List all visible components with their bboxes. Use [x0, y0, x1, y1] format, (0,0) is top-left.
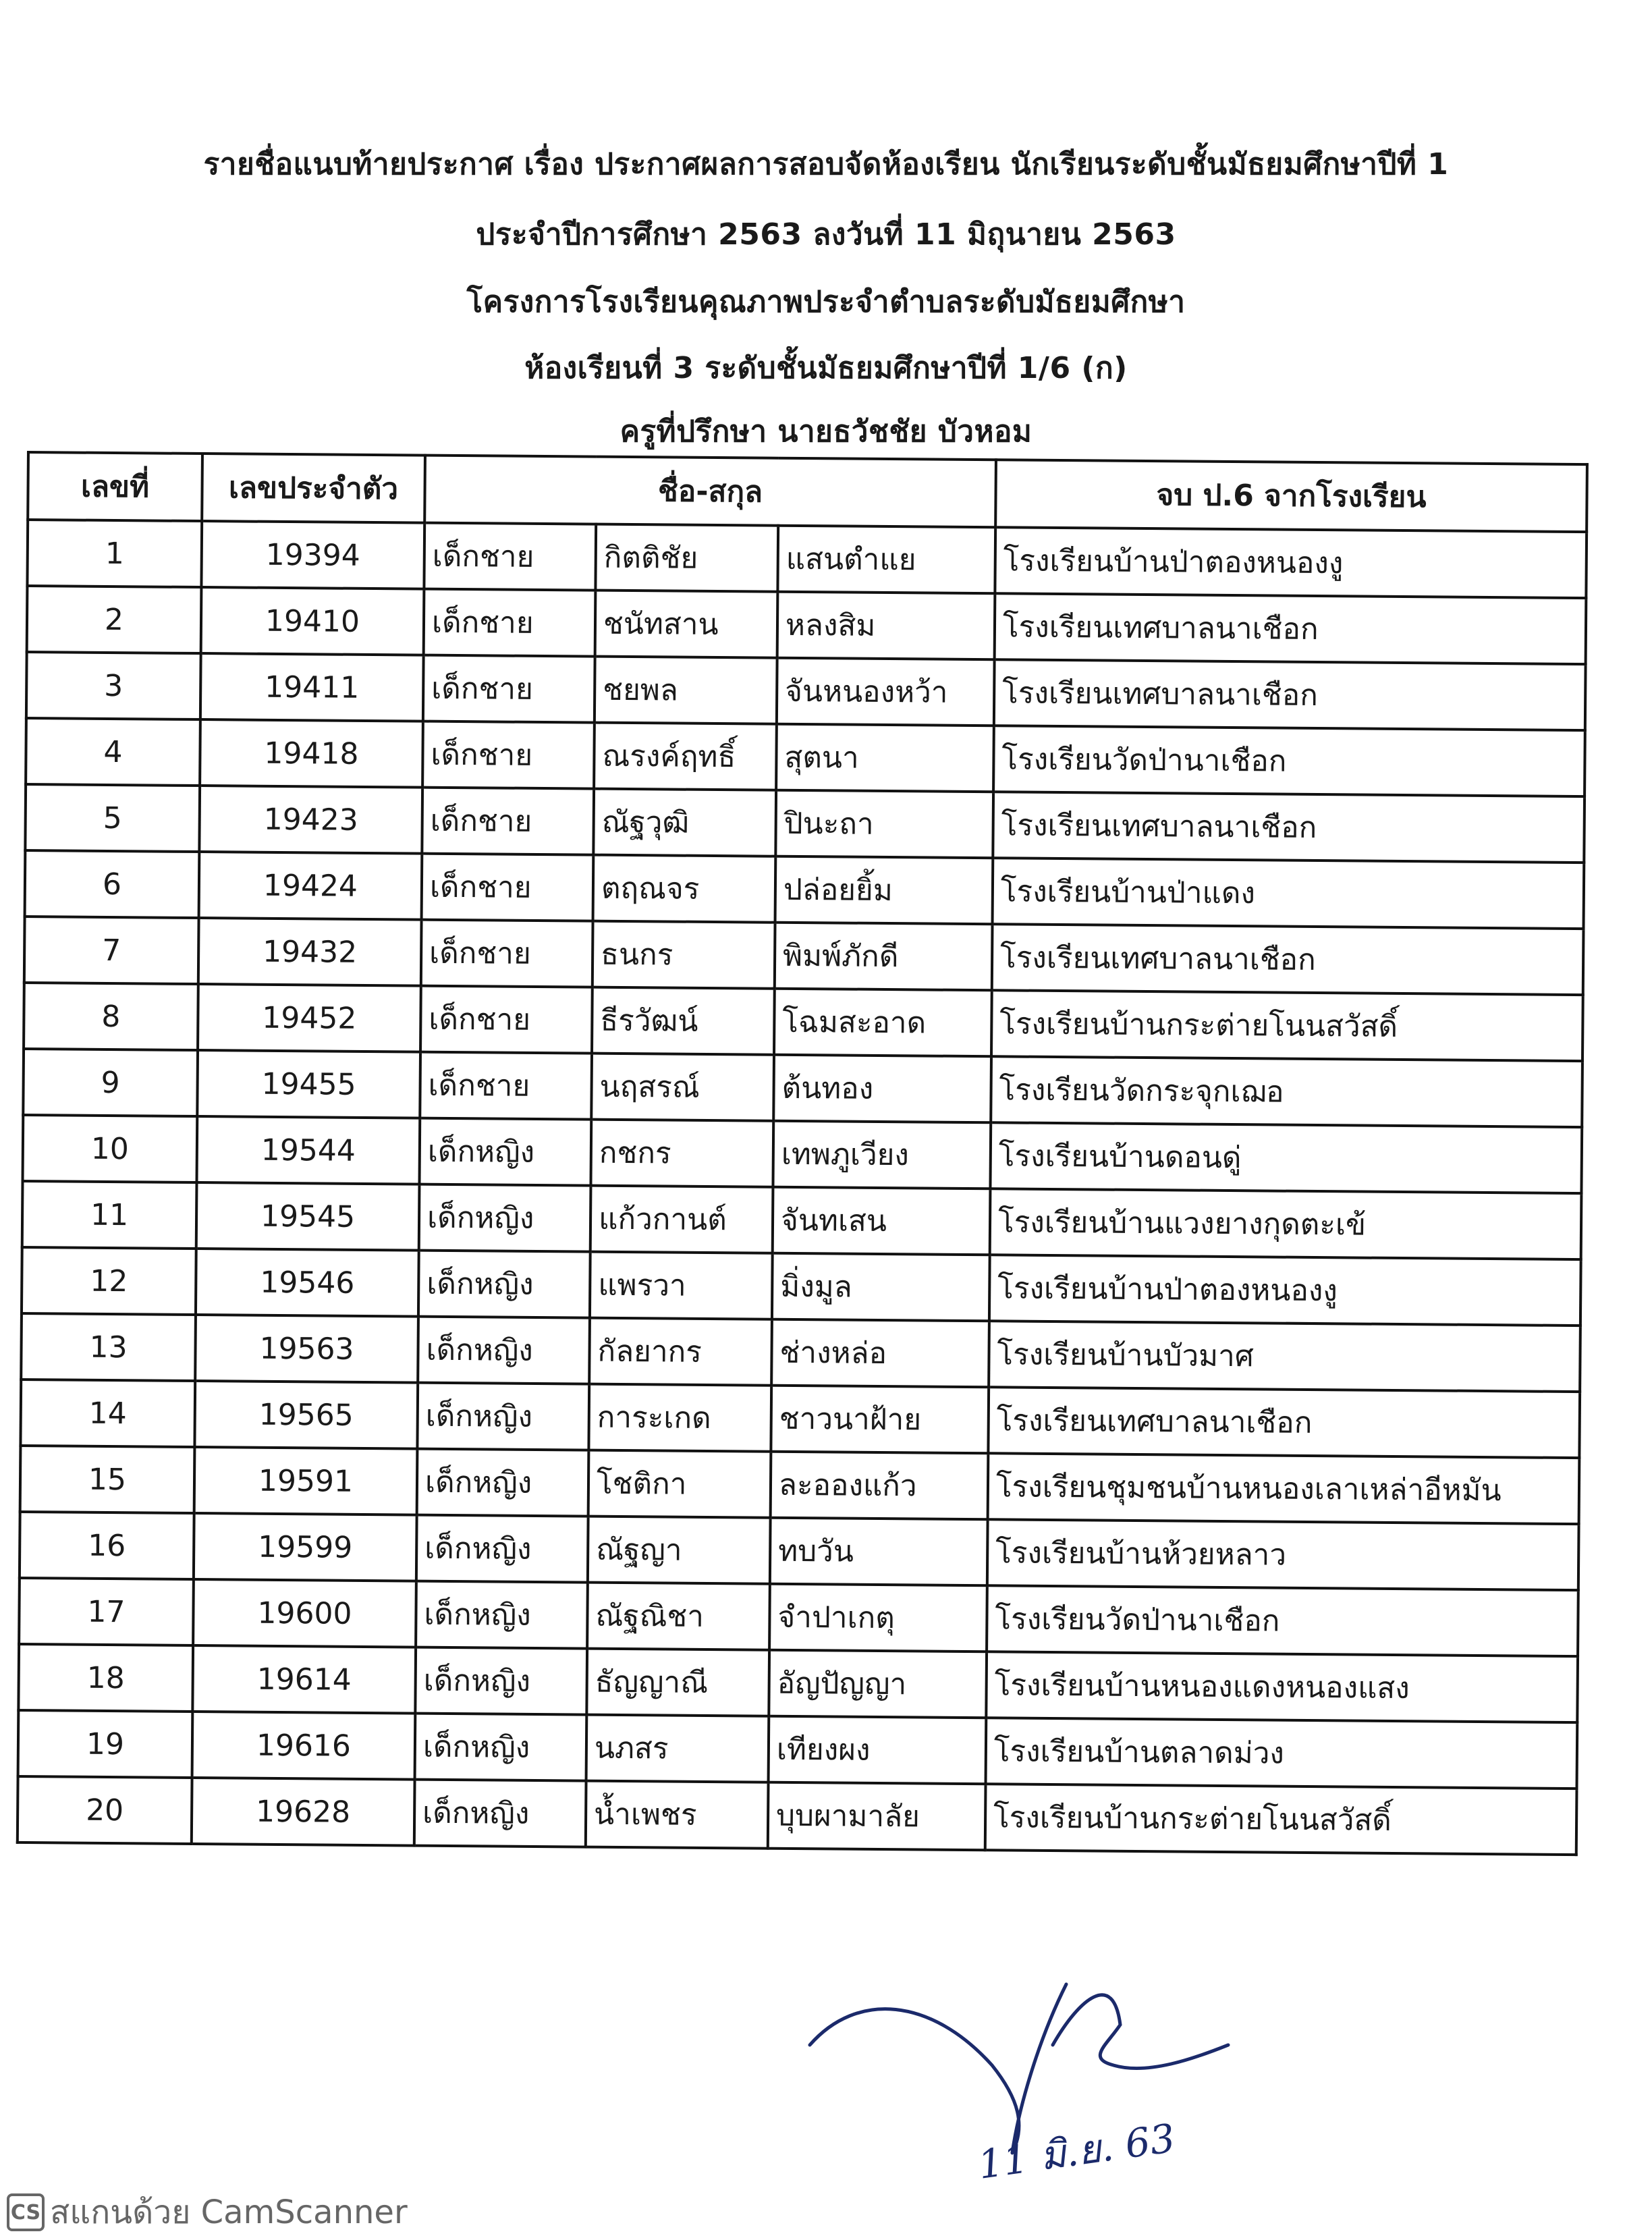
cell-last-name: บุบผามาลัย — [768, 1782, 986, 1851]
cell-title-prefix: เด็กหญิง — [415, 1647, 587, 1715]
cell-number: 5 — [25, 784, 200, 852]
column-header-student-id: เลขประจำตัว — [202, 454, 425, 523]
table-row — [25, 784, 1585, 863]
cell-first-name: ณรงค์ฤทธิ์ — [594, 723, 777, 790]
cell-number: 12 — [22, 1247, 196, 1315]
cell-previous-school: โรงเรียนบ้านหนองแดงหนองแสง — [986, 1652, 1578, 1722]
table-row — [22, 1181, 1582, 1259]
cell-number: 3 — [26, 652, 201, 719]
cell-student-id: 19628 — [192, 1778, 415, 1846]
cell-number: 15 — [20, 1446, 195, 1513]
cell-first-name: กัลยากร — [589, 1318, 772, 1386]
cell-title-prefix: เด็กชาย — [420, 1052, 592, 1120]
cell-student-id: 19544 — [196, 1116, 420, 1184]
cell-title-prefix: เด็กหญิง — [415, 1714, 587, 1781]
cell-last-name: ทบวัน — [770, 1518, 988, 1586]
cell-title-prefix: เด็กหญิง — [418, 1251, 590, 1318]
table-row — [20, 1512, 1579, 1590]
cell-number: 14 — [20, 1380, 195, 1447]
cell-previous-school: โรงเรียนบ้านป่าแดง — [993, 858, 1585, 929]
cell-first-name: นฤสรณ์ — [591, 1054, 774, 1121]
cell-title-prefix: เด็กชาย — [422, 788, 594, 855]
cell-first-name: นภสร — [586, 1715, 769, 1782]
cell-last-name: ช่างหล่อ — [771, 1319, 989, 1388]
cell-previous-school: โรงเรียนบ้านป่าตองหนองงู — [995, 527, 1587, 598]
signature-date: 11 มิ.ย. 63 — [975, 2114, 1178, 2188]
camscanner-watermark — [7, 2192, 408, 2233]
table-row — [27, 520, 1587, 598]
cell-title-prefix: เด็กหญิง — [416, 1581, 588, 1649]
cell-previous-school: โรงเรียนเทศบาลนาเชือก — [995, 593, 1587, 664]
table-row — [18, 1644, 1578, 1722]
cell-student-id: 19545 — [196, 1182, 420, 1251]
cell-title-prefix: เด็กชาย — [424, 589, 596, 657]
cell-previous-school: โรงเรียนบ้านแวงยางกุดตะเข้ — [990, 1189, 1582, 1259]
cell-student-id: 19591 — [194, 1447, 418, 1515]
cell-last-name: ละอองแก้ว — [771, 1452, 989, 1520]
cell-student-id: 19424 — [199, 852, 422, 920]
cell-number: 2 — [27, 586, 202, 653]
cell-number: 17 — [19, 1578, 194, 1645]
student-roster-table — [16, 451, 1589, 1856]
cell-first-name: ณัฐณิชา — [587, 1583, 770, 1650]
cell-first-name: ธีรวัฒน์ — [592, 987, 775, 1055]
table-header-row — [28, 452, 1587, 532]
cell-student-id: 19423 — [199, 786, 422, 854]
cell-first-name: ณัฐวุฒิ — [593, 789, 776, 856]
cell-number: 6 — [25, 850, 200, 918]
table-row — [20, 1446, 1580, 1524]
cell-student-id: 19565 — [194, 1381, 418, 1449]
table-row — [25, 850, 1585, 929]
cell-previous-school: โรงเรียนชุมชนบ้านหนองเลาเหล่าอีหมัน — [988, 1453, 1580, 1524]
cell-first-name: โชติกา — [588, 1450, 771, 1518]
cell-number: 20 — [18, 1776, 192, 1844]
cell-title-prefix: เด็กชาย — [422, 854, 594, 921]
cell-title-prefix: เด็กหญิง — [416, 1515, 588, 1583]
table-row — [26, 652, 1586, 730]
cell-number: 1 — [27, 520, 202, 587]
table-row — [19, 1578, 1578, 1656]
cell-title-prefix: เด็กหญิง — [419, 1118, 591, 1186]
cell-previous-school: โรงเรียนเทศบาลนาเชือก — [994, 659, 1586, 730]
cell-last-name: โฉมสะอาด — [774, 989, 992, 1057]
cell-title-prefix: เด็กชาย — [420, 986, 593, 1054]
cell-title-prefix: เด็กชาย — [424, 523, 596, 591]
cell-first-name: กชกร — [590, 1120, 773, 1187]
header-line-title: รายชื่อแนบท้ายประกาศ เรื่อง ประกาศผลการสอบจัดห้องเรียน นักเรียนระดับชั้นมัธยมศึกษาปีที่ 1 — [203, 147, 1449, 182]
cell-previous-school: โรงเรียนเทศบาลนาเชือก — [993, 792, 1585, 863]
table-row — [21, 1313, 1580, 1392]
cell-previous-school: โรงเรียนบ้านบัวมาศ — [989, 1321, 1580, 1392]
cell-number: 7 — [24, 917, 199, 984]
cell-last-name: มิ่งมูล — [772, 1253, 990, 1321]
header-line-date: ประจำปีการศึกษา 2563 ลงวันที่ 11 มิถุนายน 2563 — [476, 217, 1176, 252]
cell-student-id: 19410 — [201, 587, 424, 655]
cell-student-id: 19616 — [192, 1712, 416, 1780]
cell-number: 16 — [20, 1512, 194, 1579]
cell-first-name: แก้วกานต์ — [590, 1186, 773, 1253]
cell-student-id: 19563 — [195, 1315, 418, 1383]
column-header-full-name: ชื่อ-สกุล — [424, 456, 996, 528]
cell-number: 11 — [22, 1181, 197, 1249]
cell-first-name: ณัฐญา — [588, 1517, 771, 1584]
cell-last-name: ชาวนาฝ้าย — [771, 1386, 989, 1454]
cell-title-prefix: เด็กหญิง — [418, 1317, 590, 1384]
cell-last-name: จันทเสน — [773, 1187, 991, 1255]
cell-student-id: 19599 — [194, 1513, 417, 1581]
cell-title-prefix: เด็กชาย — [422, 721, 595, 789]
table-row — [23, 1049, 1582, 1127]
cell-number: 9 — [23, 1049, 198, 1116]
column-header-previous-school: จบ ป.6 จากโรงเรียน — [995, 460, 1587, 532]
cell-first-name: ธนกร — [593, 921, 775, 989]
cell-title-prefix: เด็กหญิง — [417, 1449, 589, 1517]
table-row — [26, 718, 1585, 796]
cell-title-prefix: เด็กหญิง — [419, 1184, 591, 1252]
cell-first-name: กิตติชัย — [595, 524, 778, 592]
cell-previous-school: โรงเรียนวัดป่านาเชือก — [987, 1585, 1578, 1656]
cell-number: 10 — [23, 1115, 198, 1182]
cell-previous-school: โรงเรียนบ้านกระต่ายโนนสวัสดิ์ — [991, 990, 1583, 1061]
cell-student-id: 19411 — [200, 653, 424, 721]
cell-previous-school: โรงเรียนวัดป่านาเชือก — [993, 726, 1585, 796]
cell-first-name: การะเกด — [588, 1384, 771, 1452]
cell-student-id: 19432 — [198, 918, 422, 986]
cell-previous-school: โรงเรียนบ้านตลาดม่วง — [986, 1718, 1578, 1789]
cell-first-name: ตฤณจร — [593, 855, 776, 923]
cell-previous-school: โรงเรียนบ้านดอนดู่ — [990, 1122, 1582, 1193]
cell-previous-school: โรงเรียนบ้านป่าตองหนองงู — [989, 1255, 1581, 1326]
cell-student-id: 19614 — [192, 1645, 416, 1714]
watermark-text: สแกนด้วย CamScanner — [50, 2193, 408, 2231]
cell-previous-school: โรงเรียนเทศบาลนาเชือก — [992, 924, 1584, 995]
cell-previous-school: โรงเรียนบ้านกระต่ายโนนสวัสดิ์ — [985, 1784, 1577, 1855]
cell-student-id: 19455 — [197, 1050, 420, 1118]
table-row — [18, 1710, 1578, 1789]
cell-last-name: เทียงผง — [769, 1716, 987, 1784]
cell-title-prefix: เด็กหญิง — [414, 1780, 586, 1847]
cell-student-id: 19600 — [193, 1579, 416, 1647]
cell-number: 8 — [24, 983, 198, 1050]
table-row — [22, 1247, 1581, 1326]
cell-last-name: สุตนา — [776, 724, 994, 792]
cell-last-name: ปินะถา — [775, 790, 993, 858]
table-row — [24, 917, 1584, 995]
cell-last-name: ปล่อยยิ้ม — [775, 856, 993, 925]
cell-previous-school: โรงเรียนเทศบาลนาเชือก — [988, 1387, 1580, 1458]
header-line-classroom: ห้องเรียนที่ 3 ระดับชั้นมัธยมศึกษาปีที่ 1/6 (ก) — [524, 351, 1128, 385]
cell-student-id: 19394 — [201, 521, 424, 589]
cell-last-name: จำปาเกตุ — [769, 1584, 987, 1652]
table-row — [23, 1115, 1582, 1193]
cell-last-name: จันหนองหว้า — [777, 658, 995, 726]
header-line-project: โครงการโรงเรียนคุณภาพประจำตำบลระดับมัธยมศึกษา — [466, 285, 1186, 319]
cell-title-prefix: เด็กหญิง — [417, 1383, 589, 1450]
cell-first-name: ชนัทสาน — [595, 591, 778, 658]
column-header-number: เลขที่ — [28, 452, 202, 521]
cell-last-name: พิมพ์ภักดี — [775, 923, 993, 991]
cell-number: 4 — [26, 718, 200, 786]
table-row — [18, 1776, 1577, 1855]
camscanner-logo-icon: CS — [7, 2193, 45, 2231]
cell-number: 13 — [21, 1313, 196, 1381]
cell-student-id: 19546 — [196, 1249, 419, 1317]
table-body — [18, 520, 1587, 1855]
cell-student-id: 19418 — [200, 719, 423, 788]
cell-last-name: อัญปัญญา — [769, 1650, 987, 1718]
cell-student-id: 19452 — [198, 984, 421, 1052]
cell-first-name: น้ำเพชร — [586, 1781, 769, 1849]
table-row — [20, 1380, 1580, 1458]
table-row — [24, 983, 1583, 1061]
signature — [796, 1944, 1255, 2200]
cell-last-name: ต้นทอง — [773, 1055, 991, 1123]
cell-number: 19 — [18, 1710, 193, 1778]
header-line-advisor: ครูที่ปรึกษา นายธวัชชัย บัวหอม — [620, 414, 1032, 449]
cell-last-name: หลงสิม — [777, 592, 995, 660]
cell-title-prefix: เด็กชาย — [421, 920, 593, 987]
cell-number: 18 — [18, 1644, 193, 1712]
cell-previous-school: โรงเรียนวัดกระจุกเฌอ — [991, 1056, 1582, 1127]
table-row — [27, 586, 1587, 664]
cell-title-prefix: เด็กชาย — [423, 655, 595, 723]
cell-last-name: แสนตำแย — [777, 526, 995, 594]
cell-first-name: ธัญญาณี — [586, 1649, 769, 1716]
cell-first-name: แพรวา — [590, 1252, 773, 1319]
cell-previous-school: โรงเรียนบ้านห้วยหลาว — [987, 1519, 1579, 1590]
cell-first-name: ชยพล — [595, 657, 777, 724]
cell-last-name: เทพภูเวียง — [773, 1121, 991, 1189]
